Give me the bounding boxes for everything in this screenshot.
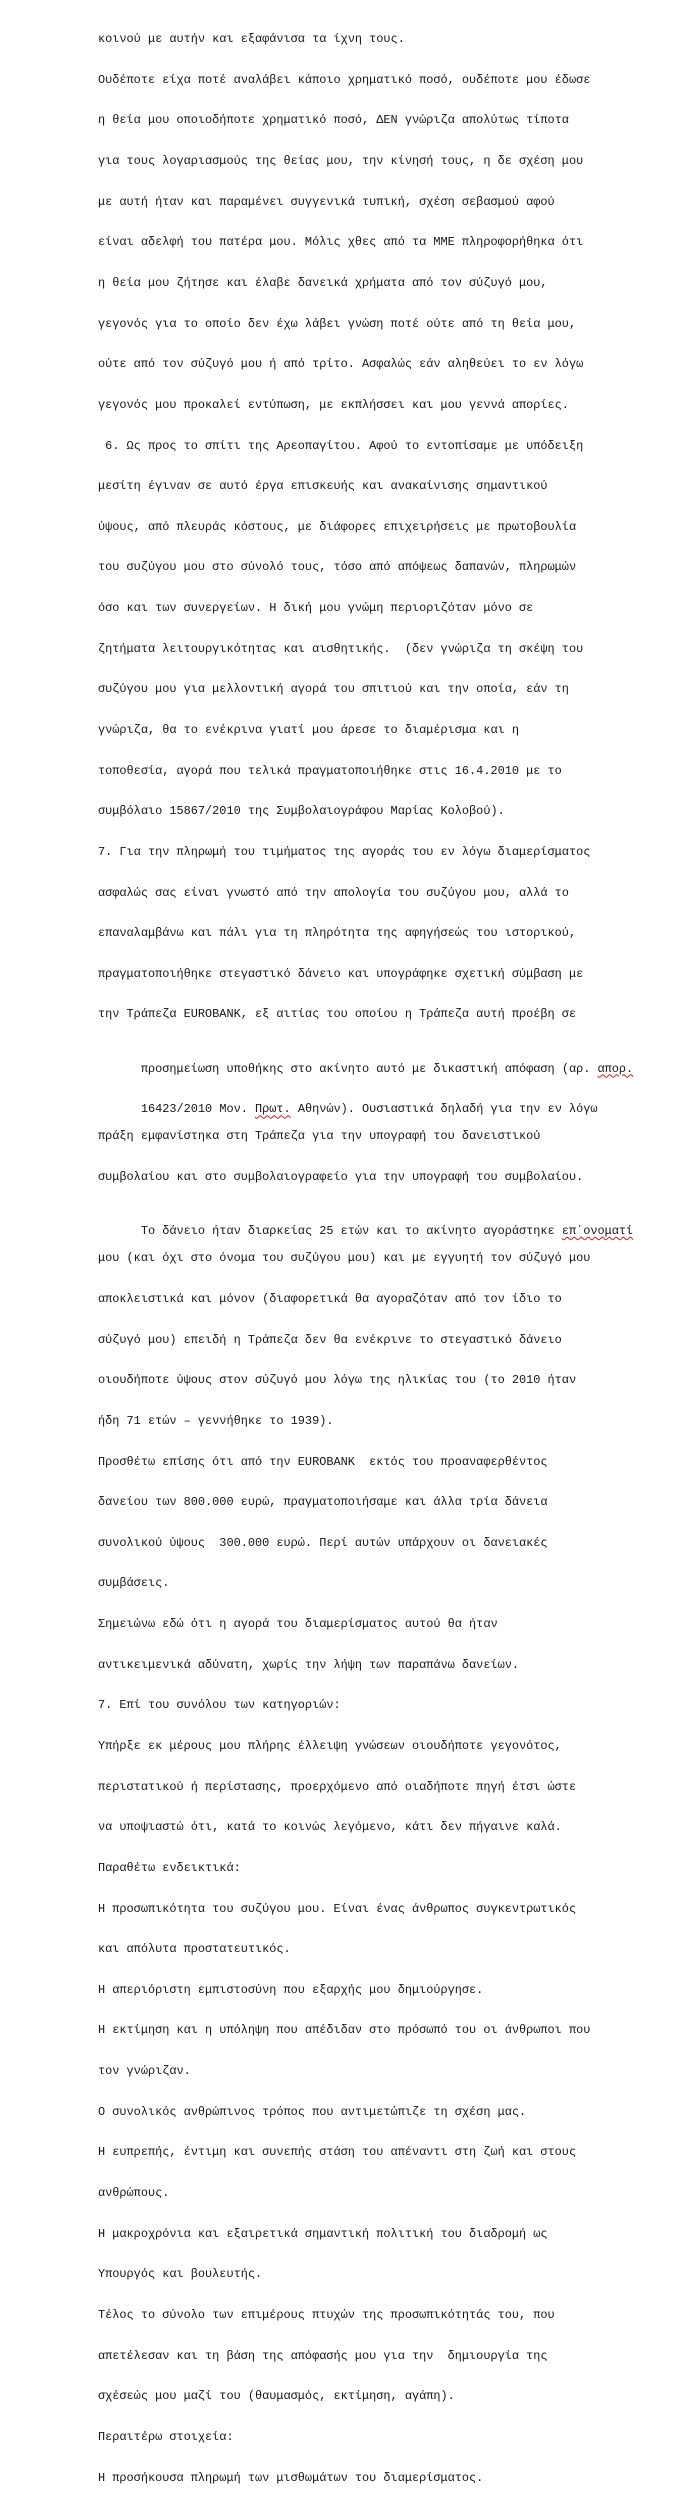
text-line: Η ευπρεπής, έντιμη και συνεπής στάση του απέναντι στη ζωή και στους [98, 2145, 577, 2160]
text-line: για τους λογαριασμούς της θείας μου, την κίνησή τους, η δε σχέση μου [98, 154, 584, 169]
text-line: δανείου των 800.000 ευρώ, πραγματοποιήσαμε και άλλα τρία δάνεια [98, 1495, 548, 1510]
text-segment: 16423/2010 Μον. [140, 1102, 255, 1117]
text-line: πραγματοποιήθηκε στεγαστικό δάνειο και υπογράφηκε σχετική σύμβαση με [98, 966, 584, 981]
text-line: Υπήρξε εκ μέρους μου πλήρης έλλειψη γνώσεων οιουδήποτε γεγονότος, [98, 1739, 562, 1753]
text-line: συμβόλαιο 15867/2010 της Συμβολαιογράφου Μαρίας Κολοβού). [98, 804, 505, 819]
document-body [98, 6, 658, 2512]
text-line: ούτε από τον σύζυγό μου ή από τρίτο. Ασφαλώς εάν αληθεύει το εν λόγω [98, 357, 584, 372]
text-line: τον γνώριζαν. [98, 2064, 191, 2079]
text-line: επαναλαμβάνω και πάλι για τη πληρότητα της αφηγήσεώς του ιστορικού, [98, 926, 577, 941]
spellcheck-flagged-word: απορ. [597, 1061, 634, 1076]
text-line: Προσθέτω επίσης ότι από την EUROBANK εκτός του προαναφερθέντος [98, 1454, 548, 1469]
text-line: Ουδέποτε είχα ποτέ αναλάβει κάποιο χρηματικό ποσό, ουδέποτε μου έδωσε [98, 72, 591, 87]
text-line: η θεία μου ζήτησε και έλαβε δανεικά χρήματα από τον σύζυγό μου, [98, 275, 548, 290]
text-line: και απόλυτα προστατευτικός. [98, 1942, 291, 1957]
text-line: συζύγου μου για μελλοντική αγορά του σπιτιού και την οποία, εάν τη [98, 682, 569, 697]
text-line: αποκλειστικά και μόνον (διαφορετικά θα αγοραζόταν από τον ίδιο το [98, 1291, 562, 1306]
text-line: Η προσωπικότητα του συζύγου μου. Είναι ένας άνθρωπος συγκεντρωτικός [98, 1901, 577, 1916]
text-line: όσο και των συνεργείων. Η δική μου γνώμη περιοριζόταν μόνο σε [98, 601, 534, 616]
text-line: πράξη εμφανίστηκα στη Τράπεζα για την υπογραφή του δανειστικού [98, 1129, 541, 1144]
text-segment: προσημείωση υποθήκης στο ακίνητο αυτό με δικαστική απόφαση (αρ. [140, 1061, 598, 1076]
text-line: την Τράπεζα EUROBANK, εξ αιτίας του οποίου η Τράπεζα αυτή προέβη σε [98, 1007, 577, 1022]
text-line: οιουδήποτε ύψους στον σύζυγό μου λόγω της ηλικίας του (το 2010 ήταν [98, 1373, 577, 1388]
text-line: αντικειμενικά αδύνατη, χωρίς την λήψη των παραπάνω δανείων. [98, 1657, 519, 1672]
text-line: γνώριζα, θα το ενέκρινα γιατί μου άρεσε το διαμέρισμα και η [98, 722, 519, 737]
text-line: γεγονός μου προκαλεί εντύπωση, με εκπλήσσει και μου γεννά απορίες. [98, 397, 569, 412]
text-line: Η προσήκουσα πληρωμή των μισθωμάτων του διαμερίσματος. [98, 2470, 484, 2485]
text-segment: Το δάνειο ήταν διαρκείας 25 ετών και το ακίνητο αγοράστηκε [140, 1224, 562, 1239]
text-line: Υπουργός και βουλευτής. [98, 2267, 263, 2282]
section-6-heading-line: 6. Ως προς το σπίτι της Αρεοπαγίτου. Αφού το εντοπίσαμε με υπόδειξη [98, 438, 584, 453]
text-line: κοινού με αυτήν και εξαφάνισα τα ίχνη τους. [98, 32, 405, 47]
text-line: Η εκτίμηση και η υπόληψη που απέδιδαν στο πρόσωπό του οι άνθρωποι που [98, 2023, 591, 2038]
spellcheck-flagged-word: επ΄ονοματί [561, 1224, 634, 1239]
text-line: μου (και όχι στο όνομα του συζύγου μου) και με εγγυητή τον σύζυγό μου [98, 1251, 591, 1266]
text-line: Ο συνολικός ανθρώπινος τρόπος που αντιμετώπιζε τη σχέση μας. [98, 2104, 527, 2119]
text-line: με αυτή ήταν και παραμένει συγγενικά τυπική, σχέση σεβασμού αφού [98, 194, 555, 209]
text-line: Περαιτέρω στοιχεία: [98, 2429, 234, 2444]
text-line: γεγονός για το οποίο δεν έχω λάβει γνώση ποτέ ούτε από τη θεία μου, [98, 316, 577, 331]
text-line: Η απεριόριστη εμπιστοσύνη που εξαρχής μου δημιούργησε. [98, 1982, 484, 1997]
spellcheck-flagged-word: Πρωτ. [255, 1102, 291, 1117]
text-line [98, 1212, 658, 1239]
text-segment: Αθηνών). Ουσιαστικά δηλαδή για την εν λόγω [290, 1102, 598, 1117]
text-line: ζητήματα λειτουργικότητας και αισθητικής. (δεν γνώριζα τη σκέψη του [98, 641, 584, 656]
text-line: σύζυγό μου) επειδή η Τράπεζα δεν θα ενέκρινε το στεγαστικό δάνειο [98, 1332, 562, 1347]
text-line: συνολικού ύψους 300.000 ευρώ. Περί αυτών υπάρχουν οι δανειακές [98, 1535, 548, 1550]
text-line: σχέσεώς μου μαζί του (θαυμασμός, εκτίμηση, αγάπη). [98, 2389, 455, 2404]
text-line: να υποψιαστώ ότι, κατά το κοινώς λεγόμενο, κάτι δεν πήγαινε καλά. [98, 1820, 562, 1835]
text-line: Σημειώνω εδώ ότι η αγορά του διαμερίσματος αυτού θα ήταν [98, 1617, 498, 1632]
text-line [98, 1090, 658, 1117]
text-line: ύψους, από πλευράς κόστους, με διάφορες επιχειρήσεις με πρωτοβουλία [98, 519, 577, 534]
text-line: του συζύγου μου στο σύνολό τους, τόσο από απόψεως δαπανών, πληρωμών [98, 560, 577, 575]
text-line: Η μακροχρόνια και εξαιρετικά σημαντική πολιτική του διαδρομή ως [98, 2226, 548, 2241]
text-line: η θεία μου οποιοδήποτε χρηματικό ποσό, ΔΕΝ γνώριζα απολύτως τίποτα [98, 113, 569, 128]
text-line: Παραθέτω ενδεικτικά: [98, 1860, 241, 1875]
text-line: περιστατικού ή περίστασης, προερχόμενο από οιαδήποτε πηγή έτσι ώστε [98, 1779, 577, 1794]
text-line: τοποθεσία, αγορά που τελικά πραγματοποιήθηκε στις 16.4.2010 με το [98, 763, 562, 778]
text-line: ανθρώπους. [98, 2186, 170, 2201]
text-line: συμβάσεις. [98, 1576, 170, 1591]
text-line: συμβολαίου και στο συμβολαιογραφείο για την υπογραφή του συμβολαίου. [98, 1170, 584, 1185]
text-line: ασφαλώς σας είναι γνωστό από την απολογία του συζύγου μου, αλλά το [98, 885, 569, 900]
text-line: απετέλεσαν και τη βάση της απόφασής μου για την δημιουργία της [98, 2348, 548, 2363]
text-line: είναι αδελφή του πατέρα μου. Μόλις χθες από τα ΜΜΕ πληροφορήθηκα ότι [98, 235, 584, 250]
section-7-heading-line: 7. Για την πληρωμή του τιμήματος της αγοράς του εν λόγω διαμερίσματος [98, 844, 591, 859]
text-line: Τέλος το σύνολο των επιμέρους πτυχών της προσωπικότητάς του, που [98, 2307, 555, 2322]
text-line: ήδη 71 ετών – γεννήθηκε το 1939). [98, 1413, 334, 1428]
text-line [98, 1049, 658, 1076]
text-line: μεσίτη έγιναν σε αυτό έργα επισκευής και ανακαίνισης σημαντικού [98, 479, 548, 494]
section-7b-heading-line: 7. Επί του συνόλου των κατηγοριών: [98, 1698, 341, 1713]
